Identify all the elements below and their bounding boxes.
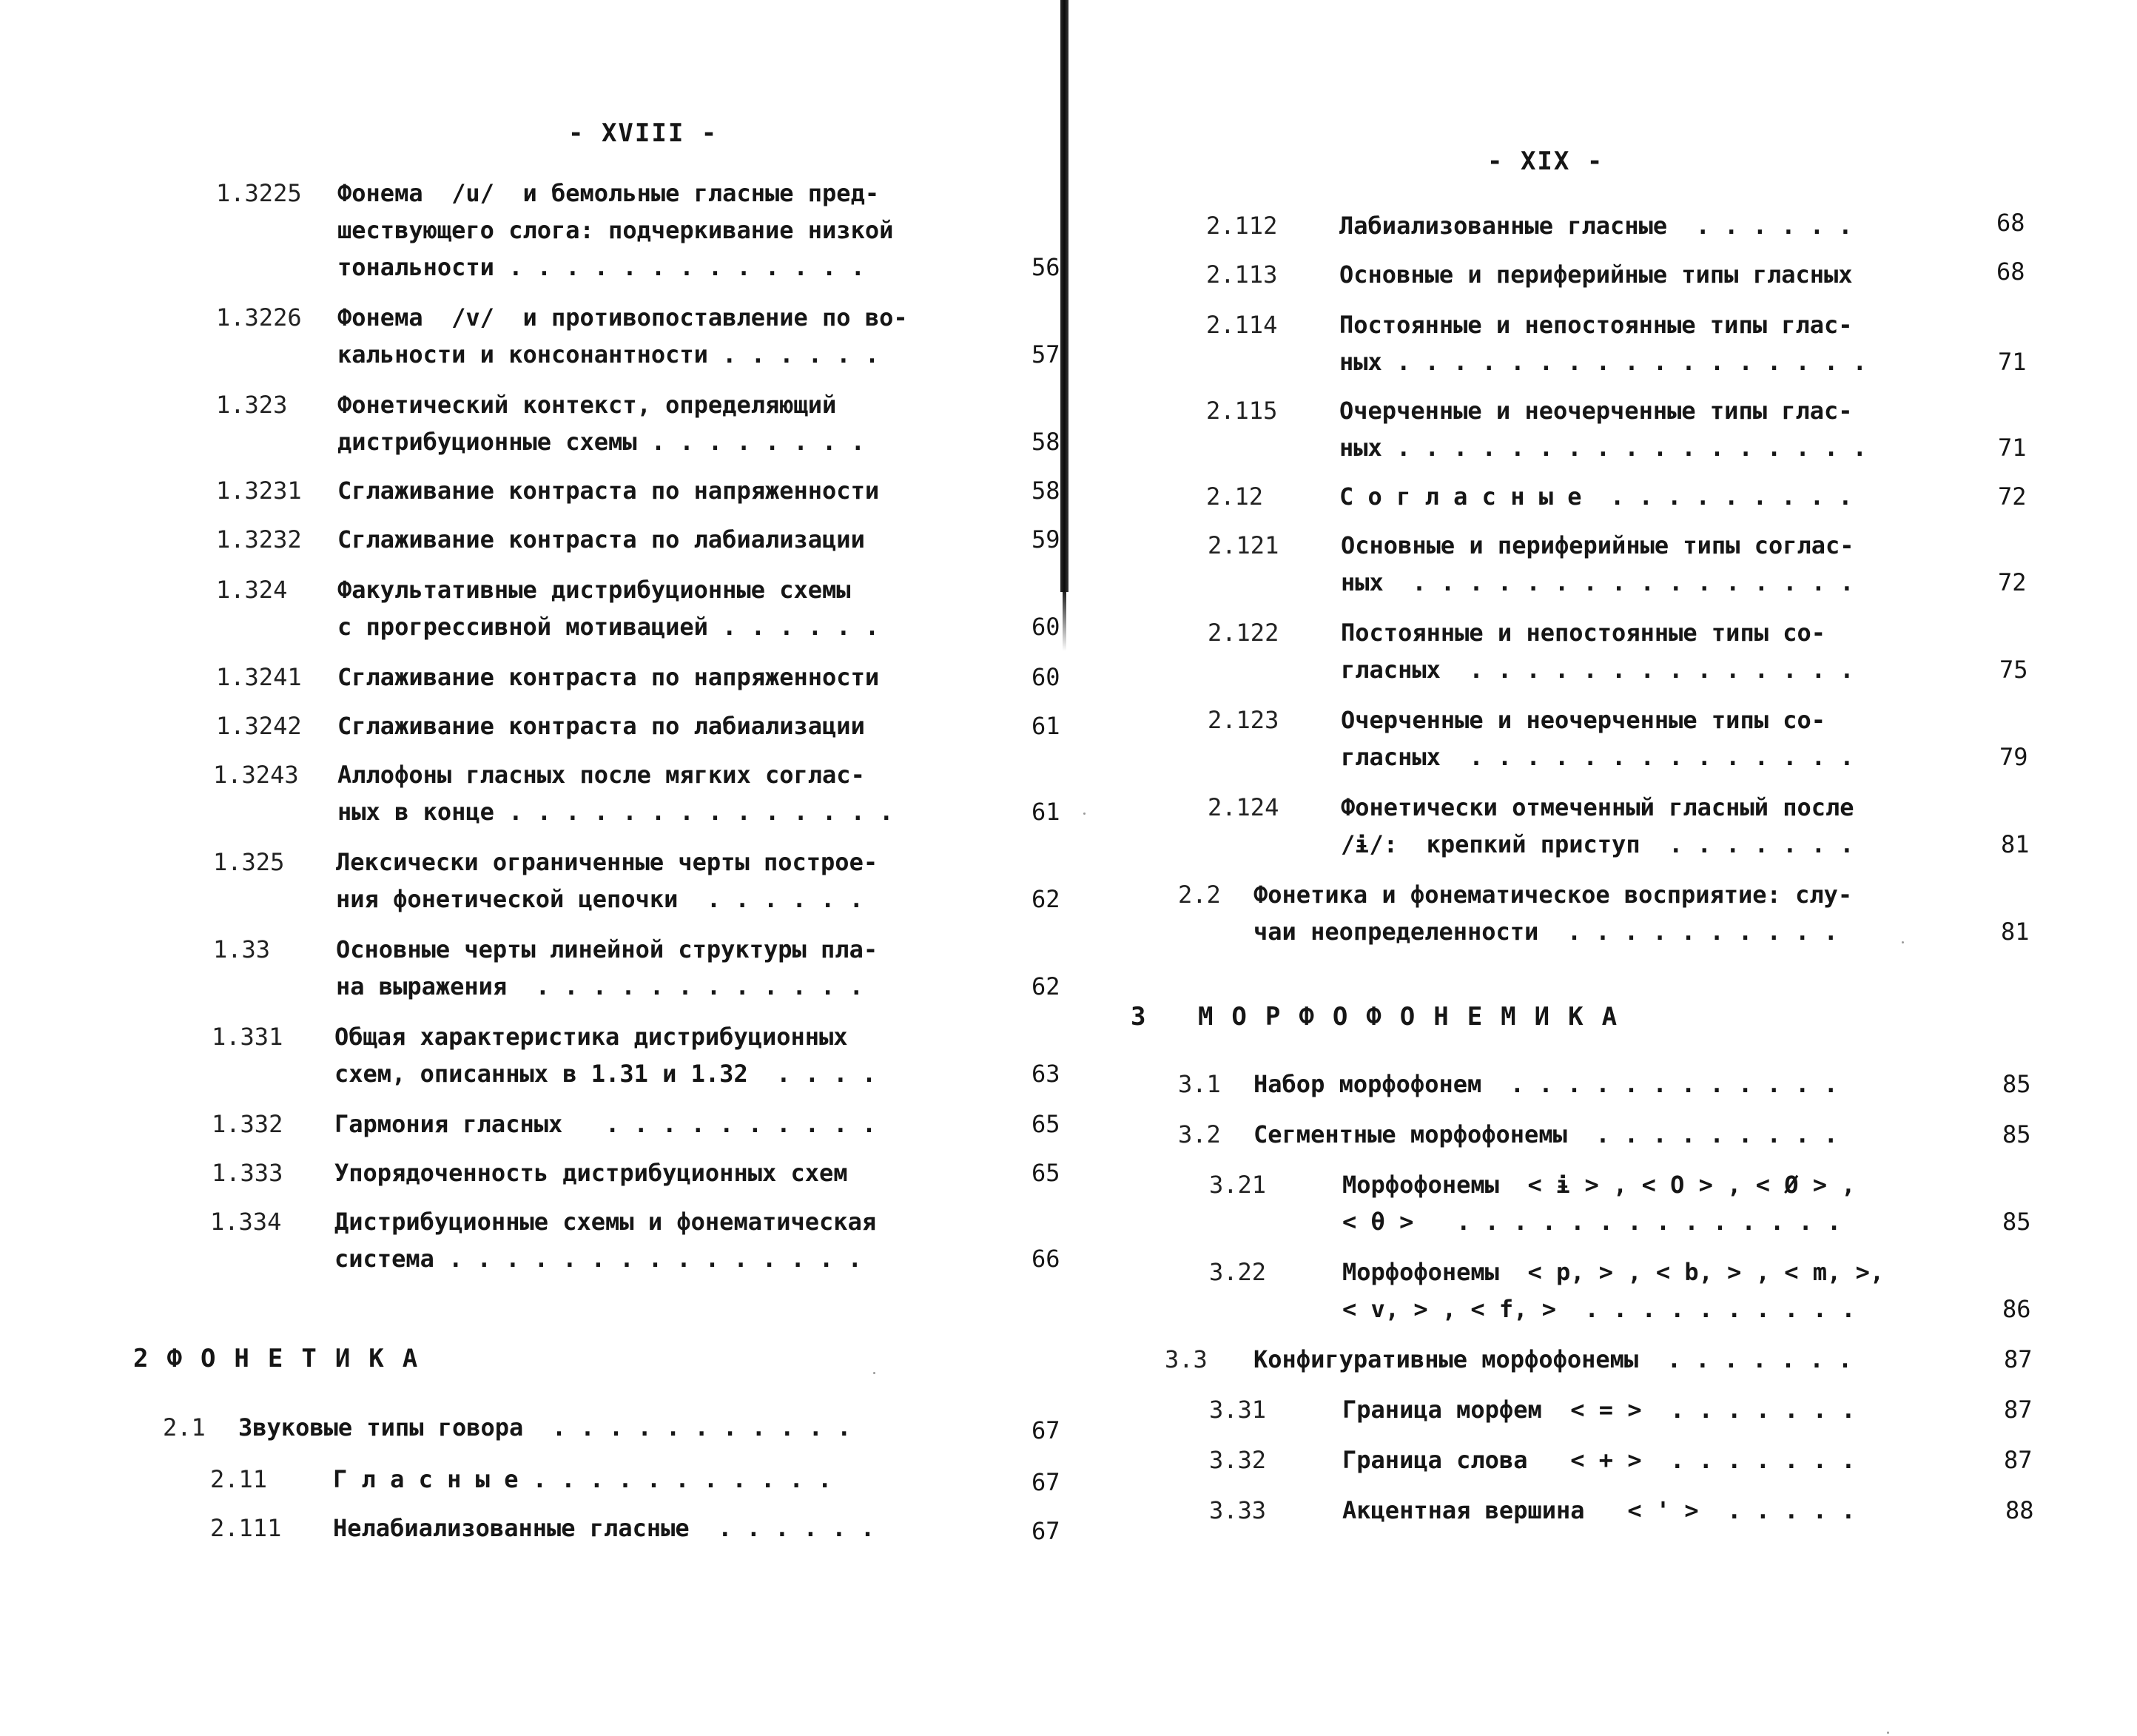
entry-number: 1.323 bbox=[216, 391, 288, 419]
entry-number: 1.3225 bbox=[216, 179, 302, 207]
entry-text: < v, > , < f, > . . . . . . . . . . bbox=[1342, 1295, 1856, 1323]
entry-page: 71 bbox=[1998, 434, 2027, 462]
entry-number: 3.32 bbox=[1209, 1446, 1267, 1474]
entry-number: 1.3231 bbox=[216, 477, 302, 505]
entry-text: ния фонетической цепочки . . . . . . bbox=[336, 885, 864, 913]
entry-text: Сглаживание контраста по лабиализации bbox=[337, 525, 865, 554]
entry-number: 2.112 bbox=[1206, 212, 1278, 240]
entry-text: < θ > . . . . . . . . . . . . . . bbox=[1342, 1208, 1842, 1236]
entry-number: 3.21 bbox=[1209, 1171, 1267, 1199]
entry-number: 2.123 bbox=[1208, 706, 1279, 734]
entry-text: Постоянные и непостоянные типы со- bbox=[1341, 619, 1826, 647]
scan-speck bbox=[1902, 941, 1904, 943]
right-page bbox=[1073, 0, 2137, 1736]
entry-number: 1.3241 bbox=[216, 663, 302, 691]
entry-text: Фонетически отмеченный гласный после bbox=[1341, 793, 1854, 821]
entry-text: Сегментные морфофонемы . . . . . . . . . bbox=[1253, 1120, 1838, 1148]
entry-text: Граница слова < + > . . . . . . . bbox=[1342, 1446, 1856, 1474]
entry-text: Основные черты линейной структуры пла- bbox=[336, 935, 878, 963]
entry-text: шествующего слога: подчеркивание низкой bbox=[337, 216, 894, 244]
entry-text: Фонетика и фонематическое восприятие: слу- bbox=[1253, 881, 1853, 909]
entry-text: ных в конце . . . . . . . . . . . . . . bbox=[337, 798, 894, 826]
entry-text: ных . . . . . . . . . . . . . . . . bbox=[1341, 568, 1854, 596]
entry-number: 2.12 bbox=[1206, 482, 1264, 511]
entry-number: 2.2 bbox=[1178, 881, 1221, 909]
scan-speck bbox=[1887, 1732, 1889, 1734]
entry-text: Морфофонемы < ɨ > , < O > , < Ø > , bbox=[1342, 1171, 1856, 1199]
entry-text: Акцентная вершина < ' > . . . . . bbox=[1342, 1496, 1856, 1524]
entry-text: Лексически ограниченные черты построе- bbox=[336, 848, 878, 876]
entry-text: Звуковые типы говора . . . . . . . . . . . bbox=[238, 1413, 852, 1441]
entry-page: 58 bbox=[1032, 428, 1060, 456]
entry-page: 72 bbox=[1998, 568, 2027, 596]
entry-page: 60 bbox=[1032, 613, 1060, 641]
entry-page: 58 bbox=[1032, 477, 1060, 505]
entry-number: 2.122 bbox=[1208, 619, 1279, 647]
entry-page: 60 bbox=[1032, 663, 1060, 691]
entry-text: С о г л а с н ы е . . . . . . . . . bbox=[1339, 482, 1853, 511]
entry-text: ных . . . . . . . . . . . . . . . . . bbox=[1339, 348, 1867, 376]
entry-number: 2.124 bbox=[1208, 793, 1279, 821]
entry-number: 2.113 bbox=[1206, 260, 1278, 289]
entry-text: схем, описанных в 1.31 и 1.32 . . . . bbox=[334, 1060, 877, 1088]
entry-page: 86 bbox=[2002, 1295, 2031, 1323]
entry-text: Нелабиализованные гласные . . . . . . bbox=[333, 1514, 875, 1542]
entry-page: 61 bbox=[1032, 712, 1060, 740]
entry-page: 67 bbox=[1032, 1517, 1060, 1545]
entry-page: 68 bbox=[1996, 258, 2025, 286]
entry-number: 1.3226 bbox=[216, 303, 302, 332]
entry-number: 2.115 bbox=[1206, 397, 1278, 425]
entry-number: 3.3 bbox=[1165, 1345, 1208, 1373]
entry-page: 63 bbox=[1032, 1060, 1060, 1088]
entry-text: кальности и консонантности . . . . . . bbox=[337, 340, 880, 369]
entry-page: 87 bbox=[2004, 1345, 2033, 1373]
page-number: - XIX - bbox=[1487, 147, 1604, 176]
entry-number: 3.22 bbox=[1209, 1258, 1267, 1286]
entry-page: 75 bbox=[1999, 656, 2028, 684]
entry-text: Морфофонемы < p, > , < b, > , < m, >, bbox=[1342, 1258, 1885, 1286]
entry-page: 79 bbox=[1999, 743, 2028, 771]
entry-text: гласных . . . . . . . . . . . . . . bbox=[1341, 656, 1854, 684]
entry-number: 1.333 bbox=[212, 1159, 283, 1187]
entry-number: 3.1 bbox=[1178, 1070, 1221, 1098]
entry-text: Лабиализованные гласные . . . . . . bbox=[1339, 212, 1853, 240]
entry-page: 66 bbox=[1032, 1245, 1060, 1273]
entry-number: 1.331 bbox=[212, 1023, 283, 1051]
entry-number: 3.31 bbox=[1209, 1396, 1267, 1424]
entry-text: чаи неопределенности . . . . . . . . . . bbox=[1253, 918, 1838, 946]
entry-text: дистрибуционные схемы . . . . . . . . bbox=[337, 428, 865, 456]
entry-page: 62 bbox=[1032, 972, 1060, 1000]
entry-number: 1.334 bbox=[210, 1208, 282, 1236]
entry-page: 87 bbox=[2004, 1446, 2033, 1474]
section-heading: 2ФОНЕТИКА bbox=[133, 1344, 437, 1373]
entry-page: 88 bbox=[2005, 1496, 2034, 1524]
entry-text: Сглаживание контраста по напряженности bbox=[337, 663, 880, 691]
entry-page: 68 bbox=[1996, 209, 2025, 237]
entry-number: 1.3232 bbox=[216, 525, 302, 554]
entry-number: 1.324 bbox=[216, 576, 288, 604]
section-heading: 3 МОРФОФОНЕМИКА bbox=[1131, 1002, 1636, 1032]
entry-text: система . . . . . . . . . . . . . . . bbox=[334, 1245, 862, 1273]
entry-page: 85 bbox=[2002, 1120, 2031, 1148]
entry-text: Граница морфем < = > . . . . . . . bbox=[1342, 1396, 1856, 1424]
entry-text: Факультативные дистрибуционные схемы bbox=[337, 576, 851, 604]
entry-text: Очерченные и неочерченные типы со- bbox=[1341, 706, 1826, 734]
entry-page: 65 bbox=[1032, 1110, 1060, 1138]
entry-text: Основные и периферийные типы соглас- bbox=[1341, 531, 1854, 559]
entry-text: Дистрибуционные схемы и фонематическая bbox=[334, 1208, 877, 1236]
entry-number: 1.3242 bbox=[216, 712, 302, 740]
entry-text: /ɨ/: крепкий приступ . . . . . . . bbox=[1341, 830, 1854, 858]
entry-text: Очерченные и неочерченные типы глас- bbox=[1339, 397, 1853, 425]
entry-page: 67 bbox=[1032, 1468, 1060, 1496]
entry-number: 1.33 bbox=[213, 935, 271, 963]
entry-page: 87 bbox=[2004, 1396, 2033, 1424]
entry-page: 81 bbox=[2001, 830, 2030, 858]
entry-text: на выражения . . . . . . . . . . . . bbox=[336, 972, 864, 1000]
entry-page: 56 bbox=[1032, 253, 1060, 281]
entry-page: 67 bbox=[1032, 1416, 1060, 1444]
entry-number: 1.332 bbox=[212, 1110, 283, 1138]
entry-number: 3.2 bbox=[1178, 1120, 1221, 1148]
entry-page: 59 bbox=[1032, 525, 1060, 554]
entry-text: Конфигуративные морфофонемы . . . . . . . bbox=[1253, 1345, 1853, 1373]
entry-text: Аллофоны гласных после мягких соглас- bbox=[337, 761, 865, 789]
entry-page: 57 bbox=[1032, 340, 1060, 369]
entry-text: Сглаживание контраста по лабиализации bbox=[337, 712, 865, 740]
entry-number: 2.1 bbox=[163, 1413, 206, 1441]
entry-text: Сглаживание контраста по напряженности bbox=[337, 477, 880, 505]
entry-number: 3.33 bbox=[1209, 1496, 1267, 1524]
entry-text: Основные и периферийные типы гласных bbox=[1339, 260, 1853, 289]
entry-text: Общая характеристика дистрибуционных bbox=[334, 1023, 848, 1051]
entry-number: 2.11 bbox=[210, 1465, 268, 1493]
entry-page: 65 bbox=[1032, 1159, 1060, 1187]
entry-number: 1.3243 bbox=[213, 761, 299, 789]
scan-speck bbox=[873, 1372, 875, 1374]
entry-text: Упорядоченность дистрибуционных схем bbox=[334, 1159, 848, 1187]
entry-text: ных . . . . . . . . . . . . . . . . . bbox=[1339, 434, 1867, 462]
entry-text: Набор морфофонем . . . . . . . . . . . . bbox=[1253, 1070, 1838, 1098]
entry-number: 1.325 bbox=[213, 848, 285, 876]
entry-number: 2.121 bbox=[1208, 531, 1279, 559]
entry-text: Фонетический контекст, определяющий bbox=[337, 391, 837, 419]
entry-page: 81 bbox=[2001, 918, 2030, 946]
entry-text: тональности . . . . . . . . . . . . . bbox=[337, 253, 865, 281]
page-number: - XVIII - bbox=[568, 118, 718, 148]
entry-text: Г л а с н ы е . . . . . . . . . . . bbox=[333, 1465, 832, 1493]
scan-speck bbox=[1083, 813, 1086, 815]
entry-page: 85 bbox=[2002, 1208, 2031, 1236]
entry-number: 2.114 bbox=[1206, 311, 1278, 339]
entry-text: гласных . . . . . . . . . . . . . . bbox=[1341, 743, 1854, 771]
entry-text: Фонема /v/ и противопоставление по во- bbox=[337, 303, 908, 332]
entry-page: 61 bbox=[1032, 798, 1060, 826]
entry-number: 2.111 bbox=[210, 1514, 282, 1542]
entry-text: Постоянные и непостоянные типы глас- bbox=[1339, 311, 1853, 339]
entry-text: Гармония гласных . . . . . . . . . . bbox=[334, 1110, 877, 1138]
entry-page: 72 bbox=[1998, 482, 2027, 511]
entry-text: с прогрессивной мотивацией . . . . . . bbox=[337, 613, 880, 641]
entry-text: Фонема /u/ и бемольные гласные пред- bbox=[337, 179, 880, 207]
left-page bbox=[0, 0, 1066, 1736]
entry-page: 71 bbox=[1998, 348, 2027, 376]
entry-page: 62 bbox=[1032, 885, 1060, 913]
entry-page: 85 bbox=[2002, 1070, 2031, 1098]
